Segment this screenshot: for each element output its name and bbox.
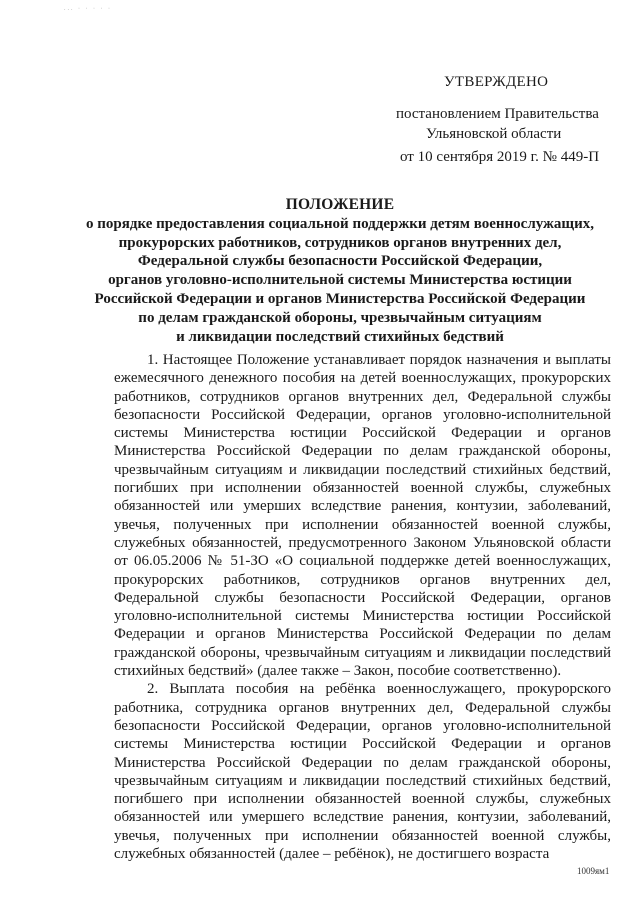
document-subtitle-line: прокурорских работников, сотрудников органов внутренних дел, — [118, 234, 562, 251]
document-subtitle-line: Федеральной службы безопасности Российской Федерации, — [137, 253, 543, 270]
document-title: ПОЛОЖЕНИЕ — [285, 196, 395, 213]
document-heading — [70, 196, 610, 346]
approval-title: УТВЕРЖДЕНО — [444, 74, 549, 90]
scan-marks: ... · · · · · — [64, 6, 112, 12]
document-subtitle-line: о порядке предоставления социальной поддержки детям военнослужащих, — [86, 215, 594, 232]
document-subtitle-line: органов уголовно-исполнительной системы Министерства юстиции — [108, 272, 572, 289]
approval-date-number: от 10 сентября 2019 г. № 449-П — [400, 149, 600, 165]
approval-line: Ульяновской области — [426, 126, 562, 142]
approval-line: постановлением Правительства — [396, 106, 599, 122]
document-subtitle-line: по делам гражданской обороны, чрезвычайным ситуациям — [138, 309, 542, 326]
document-subtitle-line: и ликвидации последствий стихийных бедствий — [176, 328, 504, 345]
paragraph-2: 2. Выплата пособия на ребёнка военнослужащего, прокурорского работника, сотрудника органов внутренних дел, Федеральной службы безопасности Российской Федерации, органов уголовно-исполнительной системы Министерства юстиции Российской Федерации и органов Министерства Российской Федерации по делам гражданской обороны, чрезвычайным ситуациям и ликвидации последствий стихийных бедствий, погибшего при исполнении обязанностей военной службы, служебных обязанностей или умершего вследствие ранения, контузии, заболеваний, увечья, полученных при исполнении обязанностей военной службы, служебных обязанностей (далее – ребёнок), не достигшего возраста — [114, 681, 611, 863]
document-body — [114, 351, 611, 863]
paragraph-1: 1. Настоящее Положение устанавливает порядок назначения и выплаты ежемесячного денежного пособия на детей военнослужащих, прокурорских работников, сотрудников органов внутренних дел, Федеральной службы безопасности Российской Федерации, органов уголовно-исполнительной системы Министерства юстиции Российской Федерации и органов Министерства Российской Федерации по делам гражданской обороны, чрезвычайным ситуациям и ликвидации последствий стихийных бедствий, погибших при исполнении обязанностей военной службы, служебных обязанностей или умерших вследствие ранения, контузии, заболеваний, увечья, полученных при исполнении обязанностей военной службы, служебных обязанностей, предусмотренного Законом Ульяновской области от 06.05.2006 № 51-ЗО «О социальной поддержке детей военнослужащих, прокурорских работников, сотрудников органов внутренних дел, Федеральной службы безопасности Российской Федерации, органов уголовно-исполнительной системы Министерства юстиции Российской Федерации и органов Министерства Российской Федерации по делам гражданской обороны, чрезвычайным ситуациям и ликвидации последствий стихийных бедствий» (далее также – Закон, пособие соответственно). — [114, 352, 611, 680]
footer-document-code: 1009ям1 — [577, 866, 610, 876]
document-subtitle-line: Российской Федерации и органов Министерства Российской Федерации — [94, 290, 586, 307]
